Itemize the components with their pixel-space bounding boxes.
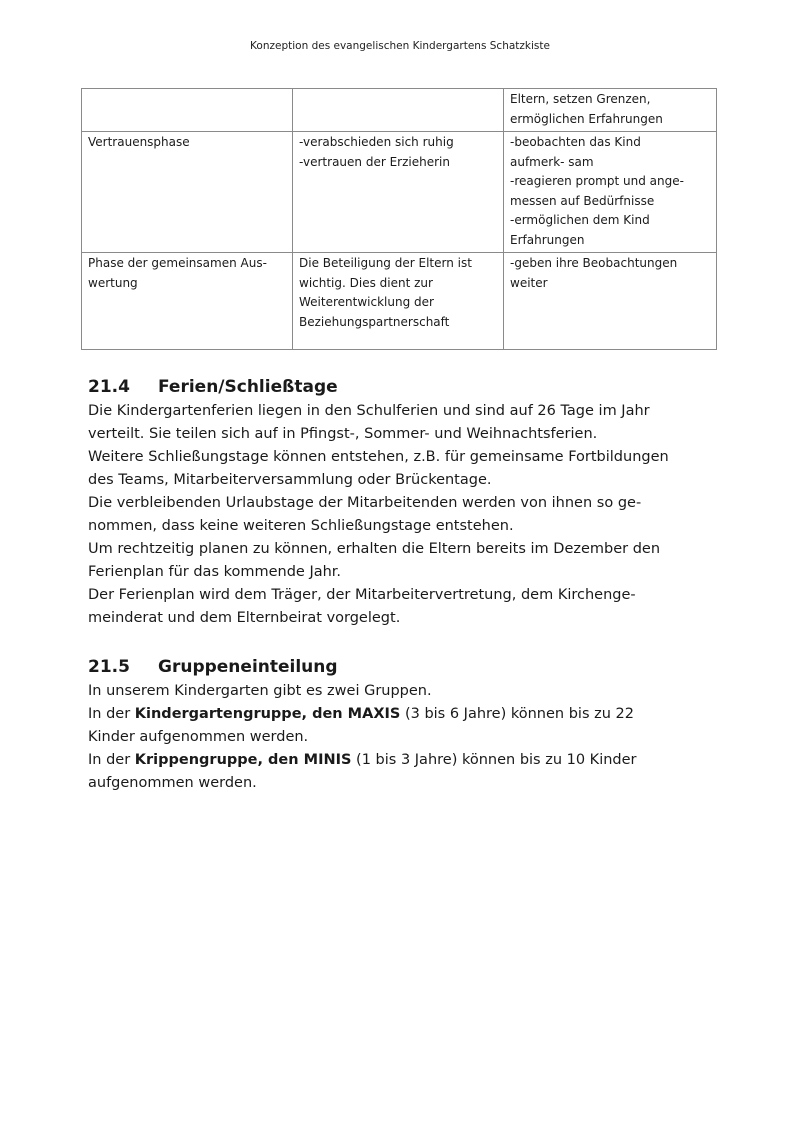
paragraph-line: Ferienplan für das kommende Jahr. — [88, 564, 342, 580]
table-row — [82, 132, 717, 253]
cell-text-line: ermöglichen Erfahrungen — [510, 111, 663, 126]
page-header: Konzeption des evangelischen Kindergartens Schatzkiste — [250, 40, 550, 52]
bold-text: Kindergartengruppe, den MAXIS — [134, 706, 401, 722]
paragraph-line — [88, 749, 728, 772]
phases-table-body — [82, 89, 717, 350]
table-cell — [504, 132, 717, 253]
cell-text-line: messen auf Bedürfnisse — [510, 193, 655, 208]
text-run: (1 bis 3 Jahre) können bis zu 10 Kinder — [351, 752, 637, 768]
table-cell — [82, 132, 293, 253]
cell-text-line: -reagieren prompt und ange- — [510, 174, 684, 188]
cell-text-line: -ermöglichen dem Kind — [510, 213, 650, 227]
paragraph-line: Die Kindergartenferien liegen in den Schulferien und sind auf 26 Tage im Jahr — [88, 403, 650, 419]
cell-text-line: aufmerk- sam — [510, 154, 594, 169]
cell-text-line: -beobachten das Kind — [510, 135, 641, 149]
cell-text-line: -geben ihre Beobachtungen — [510, 256, 678, 270]
cell-text-line: weiter — [510, 275, 548, 290]
text-run: (3 bis 6 Jahre) können bis zu 22 — [400, 706, 634, 722]
section-heading — [88, 374, 728, 400]
cell-text-line: Erfahrungen — [510, 232, 585, 247]
section-gruppen — [88, 654, 728, 795]
table-cell — [504, 89, 717, 132]
table-cell — [293, 132, 504, 253]
paragraph-line: Die verbleibenden Urlaubstage der Mitarbeitenden werden von ihnen so ge- — [88, 495, 642, 511]
cell-text-line: Beziehungspartnerschaft — [299, 314, 450, 329]
cell-text-line: Eltern, setzen Grenzen, — [510, 92, 651, 106]
bold-text: Krippengruppe, den MINIS — [134, 752, 352, 768]
paragraph-line — [88, 703, 728, 726]
table-row — [82, 89, 717, 132]
table-cell — [504, 253, 717, 350]
paragraph-line: Der Ferienplan wird dem Träger, der Mitarbeitervertretung, dem Kirchenge- — [88, 587, 636, 603]
section-body — [88, 400, 728, 630]
phases-table — [81, 88, 717, 350]
table-row — [82, 253, 717, 350]
paragraph-line: Um rechtzeitig planen zu können, erhalten die Eltern bereits im Dezember den — [88, 541, 661, 557]
cell-text-line: wertung — [88, 275, 138, 290]
cell-text-line: Die Beteiligung der Eltern ist — [299, 256, 472, 270]
cell-text-line: Weiterentwicklung der — [299, 295, 434, 309]
section-body — [88, 680, 728, 795]
cell-text-line: wichtig. Dies dient zur — [299, 275, 433, 290]
text-run: In der — [88, 752, 135, 768]
section-title: Ferien/Schließtage — [158, 377, 338, 397]
table-cell — [293, 253, 504, 350]
paragraph-line: verteilt. Sie teilen sich auf in Pfingst-, Sommer- und Weihnachtsferien. — [88, 426, 598, 442]
table-cell — [82, 253, 293, 350]
section-ferien — [88, 374, 728, 630]
cell-text-line: Vertrauensphase — [88, 135, 190, 149]
paragraph-line: Weitere Schließungstage können entstehen, z.B. für gemeinsame Fortbildungen — [88, 449, 669, 465]
section-heading — [88, 654, 728, 680]
section-number: 21.4 — [88, 377, 130, 397]
section-title: Gruppeneinteilung — [158, 657, 338, 677]
section-number: 21.5 — [88, 657, 130, 677]
cell-text-line: -verabschieden sich ruhig — [299, 135, 454, 149]
paragraph-line: Kinder aufgenommen werden. — [88, 729, 309, 745]
cell-text-line: Phase der gemeinsamen Aus- — [88, 256, 267, 270]
paragraph-line: nommen, dass keine weiteren Schließungstage entstehen. — [88, 518, 514, 534]
paragraph-line: aufgenommen werden. — [88, 775, 257, 791]
text-run: In der — [88, 706, 135, 722]
paragraph-line: meinderat und dem Elternbeirat vorgelegt. — [88, 610, 401, 626]
table-cell — [82, 89, 293, 132]
paragraph-line: des Teams, Mitarbeiterversammlung oder Brückentage. — [88, 472, 492, 488]
table-cell — [293, 89, 504, 132]
paragraph-line: In unserem Kindergarten gibt es zwei Gruppen. — [88, 683, 432, 699]
cell-text-line: -vertrauen der Erzieherin — [299, 154, 450, 169]
